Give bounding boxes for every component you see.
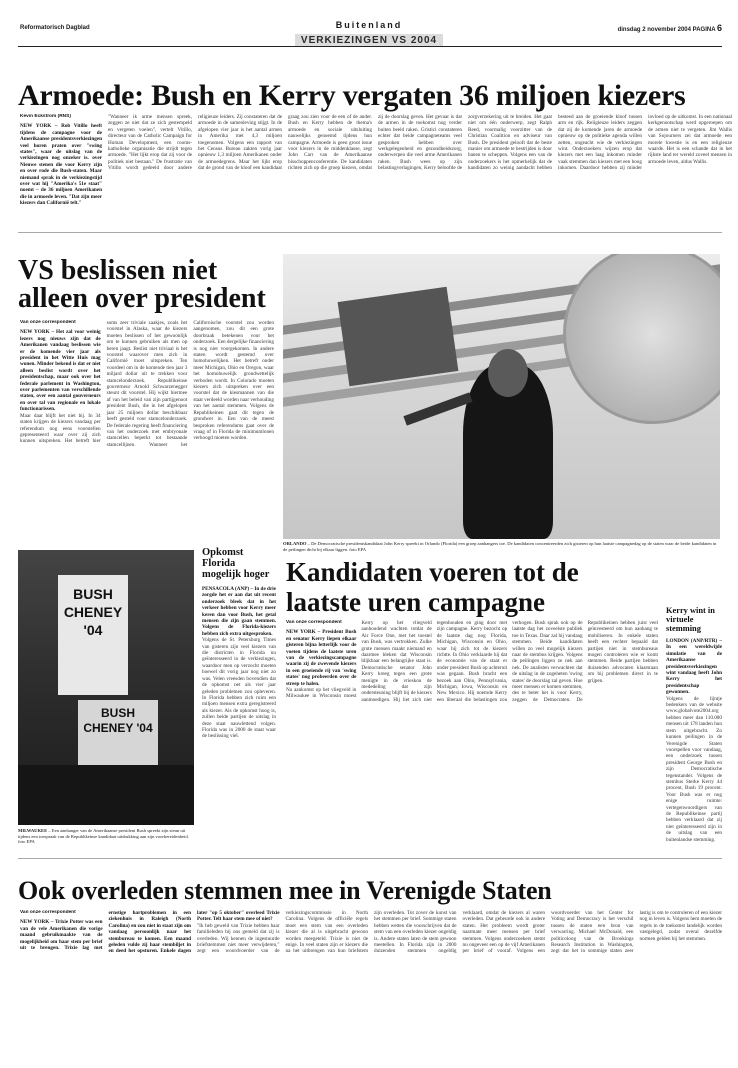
photo-bush-milwaukee bbox=[18, 550, 194, 825]
caption-text: – Een aanhanger van de Amerikaanse president Bush spreekt zijn steun uit tijdens een toespraak van de Republikeinse kandidaat uitdrukking aan zijn voorbereidenheid. bbox=[18, 828, 189, 839]
headline-line: VS beslissen niet bbox=[18, 255, 218, 286]
date: dinsdag 2 november 2004 bbox=[617, 27, 691, 33]
lead-paragraph: PENSACOLA (ANP) – In de drie zorgde het er aan dat uit recent onderzoek bleek dat in het verkeer hebben voor Kerry meer keren dan voor Bush, het getal mensen die zijn gaan stemmen. Volgens de Florida-kiezers hebben zich extra uitgesproken. bbox=[202, 586, 276, 637]
photo-caption bbox=[18, 828, 194, 845]
headline-virtual-vote bbox=[666, 606, 722, 633]
article-poverty-body: "Wanneer ik arme mensen spreek, zeggen ze niet dat ze zich gestempeld en vergeten voelen", vertelt Vitillo, directeur van de Catholic Campaign for Human Development, een rooms-katholieke organisatie die strijdt tegen armoede. "Het lijkt erop dat zij voor de politiek niet bestaan." De frustratie van Vitillo wordt gedeeld door andere religieuze leiders. Zij constateren dat de armoede in de samenleving stijgt. In de afgelopen vier jaar is het aantal armen in Amerika met 4,3 miljoen toegenomen. Volgens een rapport van het Census Bureau zakten vorig jaar opnieuw 1,3 miljoen Amerikanen onder de armoedegrens. Maar het lijkt erop dat de grond van de kloof een kandidaat graag zou zien voor de een of de ander. Bush en Kerry hebben de thema's armoede en sociale uitsluiting nauwelijks genoemd tijdens hun campagne. Armoede is geen groot issue voor kiezers in de middenklasse, zegt John Carr van de Amerikaanse bisschoppenconferentie. De kandidaten richten zich op die groep kiezers, omdat zij de doorslag geven. Het gevaar is dat de armen in de toekomst nog verder buiten beeld raken. Gristici constateren echter dat beide campagneteams veel gesproken hebben over werkgelegenheid en gezondheidszorg, onderwerpen die veel arme Amerikanen raken. Bush wees op zijn belastingverlagingen, Kerry beloofde de zorgverzekering uit te breiden. Het gaat niet om één onderwerp, zegt Ralph Reed, voormalig voorzitter van de Christian Coalition en adviseur van Bush. De president gelooft dat de beste manier om armoede te bestrijden is door banen te scheppen. Volgens een van de onderzoekers is het opmerkelijk dat de kandidaten zo weinig aandacht hebben besteed aan de groeiende kloof tussen arm en rijk. Religieuze leiders zeggen dat zij de komende jaren de armoede opnieuw op de politieke agenda willen zetten, ongeacht wie de verkiezingen wint. Onderzoekers wijzen erop dat kiezers met een laag inkomen minder vaak stemmen dan kiezers met een hoog inkomen. Daardoor hebben zij minder invloed op de uitkomst. In een nationaal kerkgenootschap werd opgeroepen om de armen niet te vergeten. Jim Wallis van Sojourners zei dat armoede een morele kwestie is en een religieuze waarde. Het is een schande dat in het rijkste land ter wereld zoveel mensen in armoede leven, aldus Wallis. bbox=[108, 114, 732, 172]
article-virtual-vote-body bbox=[666, 638, 722, 860]
headline-line: laatste uren campagne bbox=[286, 587, 545, 617]
photo-kerry-orlando bbox=[283, 254, 720, 539]
lead-paragraph: NEW YORK – Trixie Potter was een van de vele Amerikanen die vorige maand gebruikmaakte van de mogelijkheid om haar stem per brief uit te brengen. Trixie lag met ernstige hartproblemen in een ziekenhuis in Raleigh (North Carolina) en zou niet in staat zijn om vandaag persoonlijk naar het stembureau te komen. Een maand geleden vulde zij haar stembiljet in en deed het opsturen. Enkele dagen later "op 5 oktober" overleed Trixie Potter. Telt haar stem mee of niet? bbox=[20, 910, 280, 955]
caption-place: ORLANDO bbox=[283, 541, 307, 546]
speaker-arm bbox=[403, 392, 472, 425]
headline-poverty: Armoede: Bush en Kerry vergaten 36 miljoen kiezers bbox=[18, 79, 686, 112]
body-text: Volgens de lijntje bedenkers van de website www.globalvote2004.org hebben meer dan 110.000 mensen uit 178 landen hun stem uitgebracht. Zo kunnen peilingen in de Verenigde Staten voorspellen voor vandaag, een onderzoek tussen president George Bush en zijn Democratische tegenstander. Volgens de stembus Sterke Kerry 44 procent, Bush 19 procent. Voor Bush was er nog enige ruimte: vertegenwoordigers van de Republikeinse partij hebben verklaard dat zij niet geïnteresseerd zijn in de uitslag van een buitenlandse stemming. bbox=[666, 695, 722, 843]
article-deceased-votes bbox=[20, 910, 722, 1060]
divider bbox=[18, 232, 722, 233]
lead-paragraph: LONDON (ANP/RTR) – In een wereldwijde simulatie van de Amerikaanse presidentsverkiezingen wint vandaag heeft John Kerry het presidentschap gewonnen. bbox=[666, 638, 722, 696]
body-text: Maar daar blijft het niet bij. In 34 staten krijgen de kiezers vandaag per referendum nog eens voorstellen gepresenteerd waar over zij zich kunnen uitspreken. Het betreft hier soms zeer triviale zaakjes, zoals het voorstel in Alaska, waar de kiezers moeten beslissen of het gewoonlijk om te kunnen gebruiken als men op beren jaagt. Beslist niet triviaal is het voorstel waarover men zich in Californië moet uitspreken. Ten voordeel om in de komende tien jaar 3 miljard dollar uit te trekken voor stamcelonderzoek. Republikeinse gouverneur Arnold Schwarzenegger steunt dit voorstel. Hij wijkt hiermee af van het beleid van zijn partijgenoot president Bush, die in het afgelopen jaar 25 miljoen dollar beschikbaar heeft gesteld voor stamcelonderzoek. De federale regering heeft financiering van het onderzoek met embryonale stamcellen beperkt tot bestaande stamcellijnen. Wanneer het Californische voorstel zou worden aangenomen, zou dit een grote doorbraak betekenen voor het onderzoek. Een dergelijke financiering is nog niet voorgekomen. In andere staten wordt gestemd over homohuwelijken. Het betreft onder meer Michigan, Ohio en Oregon, waar het homohuwelijk grondwettelijk verboden wordt. In Colorado moeten kiezers zich uitspreken over een voorstel dat de kiesmannen van die staat verdeeld worden naar verhouding van het aantal stemmen. Volgens de Republikeinen gaat dit tegen de grondwet in. Een van de meest besproken referendums gaat over de vraag of in Florida de minimumlonen verhoogd moeten worden. bbox=[20, 320, 274, 448]
caption-text: – De Democratische presidentskandidaat John Kerry spreekt in Orlando (Florida) een groep aanhangers toe. De kandidaten concentreerden zich gisteren op hun laatste campagnedag op de staten waar de beide kandidaten in de peilingen dicht bij elkaar liggen. bbox=[283, 541, 717, 552]
body-text: Na aankomst op het vliegveld in Milwaukee in Wisconsin moest Kerry op het vliegveld aanhoudend wachten totdat de Air Force One, met het toestel van Bush, was vertrokken. Zulke grote mensen maakt niemand en daarmee bleken dat Wisconsin blijkbaar een belangrijke staat is. Democratische senator John Kerry kreeg tegen een grote menigte in de vrieskou de mededeling dat zijn ondersteuning blijft bij de kiezers aanmoedigen. Hij liet zich niet tegenhouden en ging door met zijn campagne. Kerry bezocht op de laatste dag nog Florida, Michigan, Wisconsin en Ohio, waar hij zich tot de kiezers richtte. In Ohio verklaarde hij dat de economie van de staat er onder president Bush op achteruit was gegaan. Bush bracht een bezoek aan Ohio, Pennsylvania, Michigan, Iowa, Wisconsin en New Mexico. Hij noemde Kerry een liberaal die belastingen zou verhogen. Bush sprak ook op de laatste dag het zoveelste publiek toe in Texas. Daar zal hij vandaag stemmen. Beide kandidaten willen zo veel mogelijk kiezers naar de stembus krijgen. Volgens de peilingen liggen ze nek aan nek. De analisten verwachten dat de uitslag in de zogeheten 'swing states' de doorslag zal geven. Hoe meer mensen er komen stemmen, des te beter het is voor Kerry, zeggen de Democraten. De Republikeinen hebben juist veel geïnvesteerd om hun aanhang te mobiliseren. In enkele staten heeft een rechter bepaald dat partijen niet in stembureaus mogen controleren wie er komt stemmen. Beide partijen hebben duizenden advocaten klaarstaan om bij problemen direct in te grijpen. bbox=[286, 620, 658, 703]
masthead-rule bbox=[18, 46, 722, 47]
article-poverty-lead-col bbox=[20, 114, 102, 228]
headline-florida bbox=[202, 547, 276, 580]
page-label: PAGINA bbox=[692, 27, 716, 33]
newspaper-name: Reformatorisch Dagblad bbox=[20, 25, 90, 31]
article-campaign-body bbox=[286, 620, 658, 852]
section-tag: VERKIEZINGEN VS 2004 bbox=[295, 34, 443, 47]
headline-referendums bbox=[18, 257, 266, 313]
campaign-sign: BUSH CHENEY '04 bbox=[78, 700, 158, 770]
byline: Kevin Eckstrom (RNS) bbox=[20, 114, 71, 119]
byline: Van onze correspondent bbox=[286, 620, 342, 625]
article-poverty bbox=[20, 114, 732, 228]
article-florida bbox=[202, 547, 276, 852]
headline-campaign bbox=[286, 557, 579, 617]
headline-line: mogelijk hoger bbox=[202, 569, 270, 580]
body-text: Volgens de St. Petersburg Times van gisteren zijn veel kiezers van die districten in Florida nu geïnteresseerd in de verkiezingen, waardoor men op verzocht moeten hoewel dit vorig jaar nog niet zo was. Velen vreesden bovendien dat de opkomst net als vier jaar geleden problemen zou opleveren. In Florida hebben zich ruim een miljoen mensen extra geregistreerd als kiezer. Als de opkomst hoog is, zullen beide partijen de uitslag in deze staat nauwlettend volgen. Florida was in 2000 de staat waar de beslissing viel. bbox=[202, 637, 276, 740]
lead-paragraph: NEW YORK – Het zal voor weinig lezers nog nieuws zijn dat de Amerikanen vandaag beslissen wie er de komende vier jaar als president in het Witte Huis mag wonen. Minder bekend is dat er niet alleen beslist wordt over het presidentschap, maar ook over het federale parlement in Washington, over parlementen van verschillende staten, over een aantal gouverneurs en over tal van regionale en lokale functionarissen. bbox=[20, 329, 101, 413]
headline-line: Opkomst Florida bbox=[202, 547, 244, 569]
article-deceased-votes-body bbox=[20, 910, 722, 1060]
lead-paragraph: NEW YORK – President Bush en senator Kerry liepen elkaar gisteren bijna letterlijk voor de voeten tijdens de laatste uren van de verkiezingscampagne waarin zij de zwevende kiezers in een groeiende rij van 'swing states' nog probeerden over de streep te halen. bbox=[286, 629, 357, 687]
seal-icon bbox=[563, 254, 720, 424]
page-number: 6 bbox=[716, 23, 722, 33]
byline: Van onze correspondent bbox=[20, 910, 76, 915]
article-virtual-vote bbox=[666, 606, 722, 852]
crowd bbox=[18, 765, 194, 825]
byline: Van onze correspondent bbox=[20, 320, 76, 325]
headline-line: virtuele stemming bbox=[666, 615, 701, 633]
section-title: Buitenland bbox=[335, 20, 403, 30]
headline-line: alleen over president bbox=[18, 283, 266, 314]
flag-canton bbox=[338, 287, 459, 386]
issue-date bbox=[618, 23, 722, 33]
article-referendums-body bbox=[20, 320, 274, 542]
divider bbox=[18, 858, 722, 859]
speaker-head bbox=[488, 349, 528, 397]
campaign-sign: BUSH CHENEY '04 bbox=[58, 575, 128, 695]
caption-place: MILWAUKEE bbox=[18, 828, 48, 833]
headline-line: Kerry wint in bbox=[666, 606, 715, 615]
article-campaign bbox=[286, 620, 658, 852]
body-text: "Ik heb geweld van Trixie hebben haar familieleden bij ons gemeld dat zij is overleden. Wij kennen de ingestuurde briefstemmen niet meer verwijderen," zegt een woordvoerder van de verkiezingscommissie in North Carolina. Volgens de officiële regels moet een stem van een overleden kiezer die al is uitgebracht gewoon worden meegeteld. Trixie is niet de enige. In veel staten zijn er kiezers die na het uitbrengen van hun briefstem zijn overleden. Tot zover de kunst van het stemmen per brief. Sommige staten hebben wetten die voorschrijven dat de stem van een overleden kiezer ongeldig is. Andere staten laten de stem gewoon meetellen. In Florida zijn in 2000 duizenden stemmen ongeldig verklaard, omdat de kiezers al waren overleden. Dat gebeurde ook in andere staten. Het probleem wordt groter naarmate meer mensen per brief stemmen. Volgens onderzoekers stemt nu ongeveer een op de vijf Amerikanen per brief of vooraf. Volgens een woordvoerder van het Center for Voting and Democracy is het verschil tussen de staten een bron van verwarring. Michael McDonald, een politicoloog van de Brookings Research Institution in Washington, zegt dat het in sommige staten zeer lastig is om te controleren of een kiezer nog in leven is. Volgens hem moeten de regels in de toekomst landelijk worden vastgelegd, zodat overal dezelfde normen gelden bij het stemmen. bbox=[197, 910, 722, 955]
photo-credit: foto EPA bbox=[18, 839, 35, 845]
headline-deceased-votes: Ook overleden stemmen mee in Verenigde Staten bbox=[18, 876, 552, 905]
article-referendums bbox=[20, 320, 274, 542]
photo-credit: foto EPA bbox=[349, 546, 367, 552]
lead-paragraph: NEW YORK – Rob Vitillo heeft tijdens de campagne voor de Amerikaanse presidentsverkiezingen veel horen praten over "swing states", waar de uitslag van de verkiezingen nog onzeker is. over Nieuwe stenen die voor Kerry zijn en over rode die Bush-staten. Maar niemand sprak in de verkiezingstijd over wat hij "Amerika's 51e staat" noemt – de 36 miljoen Amerikanen die in armoede leven. "Dat zijn meer kiezers dan Californië telt." bbox=[20, 123, 102, 207]
photo-caption bbox=[283, 541, 720, 552]
article-florida-body bbox=[202, 586, 276, 856]
headline-line: Kandidaten voeren tot de bbox=[286, 557, 579, 587]
